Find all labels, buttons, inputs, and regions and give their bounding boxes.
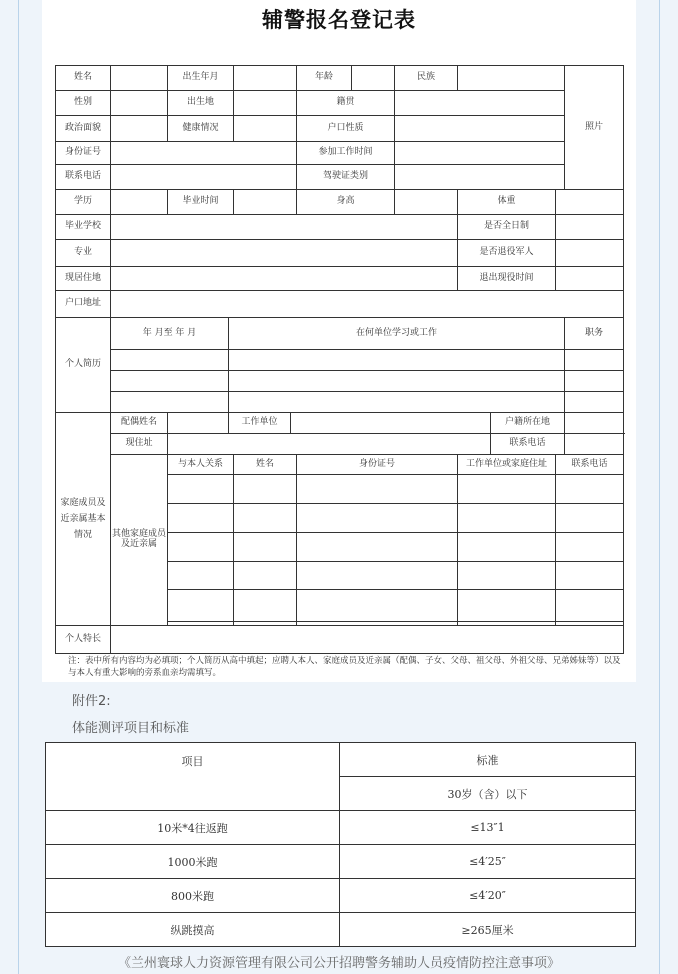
fm-cell bbox=[458, 562, 556, 590]
registration-form-table bbox=[55, 65, 624, 654]
field-birth bbox=[234, 66, 297, 91]
right-border-line bbox=[659, 0, 660, 974]
fm-cell bbox=[168, 533, 234, 562]
fm-cell bbox=[168, 590, 234, 622]
left-border-line bbox=[18, 0, 19, 974]
fm-cell bbox=[297, 475, 458, 504]
fm-cell bbox=[234, 475, 297, 504]
label-specialty: 个人特长 bbox=[56, 626, 111, 654]
field-phone bbox=[111, 165, 297, 190]
fm-phone-header: 联系电话 bbox=[556, 455, 624, 475]
field-health bbox=[234, 116, 297, 142]
fm-cell bbox=[168, 504, 234, 533]
field-work-unit bbox=[291, 413, 491, 434]
label-native-place: 籍贯 bbox=[297, 91, 395, 116]
label-gender: 性别 bbox=[56, 91, 111, 116]
label-fulltime: 是否全日制 bbox=[458, 215, 556, 240]
fm-cell bbox=[297, 590, 458, 622]
resume-cell bbox=[111, 350, 229, 371]
resume-cell bbox=[229, 392, 565, 413]
fm-cell bbox=[168, 475, 234, 504]
field-birthplace bbox=[234, 91, 297, 116]
fm-unit-header: 工作单位或家庭住址 bbox=[458, 455, 556, 475]
label-id-number: 身份证号 bbox=[56, 142, 111, 165]
fm-cell bbox=[297, 533, 458, 562]
field-hukou-location bbox=[565, 413, 624, 434]
field-grad-time bbox=[234, 190, 297, 215]
resume-cell bbox=[565, 350, 624, 371]
label-grad-time: 毕业时间 bbox=[168, 190, 234, 215]
fm-cell bbox=[168, 562, 234, 590]
label-current-address: 现居住地 bbox=[56, 267, 111, 291]
label-license-type: 驾驶证类别 bbox=[297, 165, 395, 190]
std-value: ≤13″1 bbox=[340, 811, 636, 845]
field-major bbox=[111, 240, 458, 267]
field-name bbox=[111, 66, 168, 91]
table-row bbox=[46, 913, 636, 947]
label-ethnicity: 民族 bbox=[395, 66, 458, 91]
fm-cell bbox=[556, 562, 624, 590]
label-spouse-name: 配偶姓名 bbox=[111, 413, 168, 434]
fm-cell bbox=[297, 504, 458, 533]
fm-cell bbox=[556, 504, 624, 533]
fm-cell bbox=[234, 562, 297, 590]
std-value: ≤4′20″ bbox=[340, 879, 636, 913]
label-retire-time: 退出现役时间 bbox=[458, 267, 556, 291]
resume-unit-header: 在何单位学习或工作 bbox=[229, 318, 565, 350]
std-item: 800米跑 bbox=[46, 879, 340, 913]
label-resume: 个人简历 bbox=[56, 318, 111, 413]
label-hukou-address: 户口地址 bbox=[56, 291, 111, 318]
fm-cell bbox=[234, 504, 297, 533]
label-education: 学历 bbox=[56, 190, 111, 215]
label-height: 身高 bbox=[297, 190, 395, 215]
std-value: ≤4′25″ bbox=[340, 845, 636, 879]
resume-post-header: 职务 bbox=[565, 318, 624, 350]
form-note: 注：表中所有内容均为必填项；个人简历从高中填起；应聘人本人、家庭成员及近亲属（配偶、子女、父母、祖父母、外祖父母、兄弟姊妹等）以及与本人有重大影响的旁系血亲均需填写。 bbox=[68, 656, 621, 678]
resume-cell bbox=[111, 371, 229, 392]
fm-relation-header: 与本人关系 bbox=[168, 455, 234, 475]
label-work-unit: 工作单位 bbox=[229, 413, 291, 434]
label-other-members: 其他家庭成员及近亲属 bbox=[111, 455, 168, 626]
label-school: 毕业学校 bbox=[56, 215, 111, 240]
field-specialty bbox=[111, 626, 624, 654]
field-contact-phone bbox=[565, 434, 624, 455]
resume-cell bbox=[565, 392, 624, 413]
fm-cell bbox=[297, 562, 458, 590]
std-value: ≥265厘米 bbox=[340, 913, 636, 947]
label-work-start: 参加工作时间 bbox=[297, 142, 395, 165]
photo-box: 照片 bbox=[565, 66, 624, 190]
attachment-label: 附件2: bbox=[72, 694, 111, 709]
label-phone: 联系电话 bbox=[56, 165, 111, 190]
std-standard-header: 标准 bbox=[340, 743, 636, 777]
field-hukou-address bbox=[111, 291, 624, 318]
label-weight: 体重 bbox=[458, 190, 556, 215]
label-major: 专业 bbox=[56, 240, 111, 267]
field-education bbox=[111, 190, 168, 215]
std-item: 纵跳摸高 bbox=[46, 913, 340, 947]
field-hukou-type bbox=[395, 116, 565, 142]
field-retire-time bbox=[556, 267, 624, 291]
form-title: 辅警报名登记表 bbox=[262, 7, 416, 32]
field-ethnicity bbox=[458, 66, 565, 91]
field-spouse-name bbox=[168, 413, 229, 434]
table-row bbox=[46, 811, 636, 845]
fm-cell bbox=[458, 504, 556, 533]
field-political-status bbox=[111, 116, 168, 142]
field-license-type bbox=[395, 165, 565, 190]
fm-cell bbox=[556, 590, 624, 622]
label-birth: 出生年月 bbox=[168, 66, 234, 91]
fm-cell bbox=[234, 590, 297, 622]
label-contact-phone: 联系电话 bbox=[491, 434, 565, 455]
field-fulltime bbox=[556, 215, 624, 240]
field-height bbox=[395, 190, 458, 215]
field-current-address bbox=[111, 267, 458, 291]
field-weight bbox=[556, 190, 624, 215]
label-political-status: 政治面貌 bbox=[56, 116, 111, 142]
fm-cell bbox=[234, 533, 297, 562]
field-native-place bbox=[395, 91, 565, 116]
label-age: 年龄 bbox=[297, 66, 352, 91]
resume-cell bbox=[229, 350, 565, 371]
label-name: 姓名 bbox=[56, 66, 111, 91]
label-hukou-type: 户口性质 bbox=[297, 116, 395, 142]
field-residence bbox=[168, 434, 491, 455]
field-work-start bbox=[395, 142, 565, 165]
fitness-standards-table bbox=[45, 742, 636, 947]
footer-notice-link[interactable]: 《兰州寰球人力资源管理有限公司公开招聘警务辅助人员疫情防控注意事项》 bbox=[117, 956, 560, 971]
resume-cell bbox=[565, 371, 624, 392]
label-hukou-location: 户籍所在地 bbox=[491, 413, 565, 434]
label-residence: 现住址 bbox=[111, 434, 168, 455]
registration-form-image bbox=[42, 0, 636, 682]
resume-cell bbox=[111, 392, 229, 413]
field-veteran bbox=[556, 240, 624, 267]
field-gender bbox=[111, 91, 168, 116]
fm-cell bbox=[556, 475, 624, 504]
std-item: 10米*4往返跑 bbox=[46, 811, 340, 845]
label-birthplace: 出生地 bbox=[168, 91, 234, 116]
fm-cell bbox=[458, 475, 556, 504]
label-veteran: 是否退役军人 bbox=[458, 240, 556, 267]
fm-cell bbox=[458, 590, 556, 622]
field-school bbox=[111, 215, 458, 240]
field-id-number bbox=[111, 142, 297, 165]
fm-cell bbox=[556, 533, 624, 562]
std-age-group: 30岁（含）以下 bbox=[340, 777, 636, 811]
table-row bbox=[46, 845, 636, 879]
std-item-header: 项目 bbox=[46, 743, 340, 811]
label-health: 健康情况 bbox=[168, 116, 234, 142]
resume-cell bbox=[229, 371, 565, 392]
label-family: 家庭成员及近亲属基本情况 bbox=[56, 413, 111, 626]
attachment-subtitle: 体能测评项目和标准 bbox=[72, 721, 190, 736]
std-item: 1000米跑 bbox=[46, 845, 340, 879]
resume-period-header: 年 月至 年 月 bbox=[111, 318, 229, 350]
fm-cell bbox=[458, 533, 556, 562]
fm-name-header: 姓名 bbox=[234, 455, 297, 475]
table-row bbox=[46, 879, 636, 913]
fm-id-header: 身份证号 bbox=[297, 455, 458, 475]
field-age bbox=[352, 66, 395, 91]
